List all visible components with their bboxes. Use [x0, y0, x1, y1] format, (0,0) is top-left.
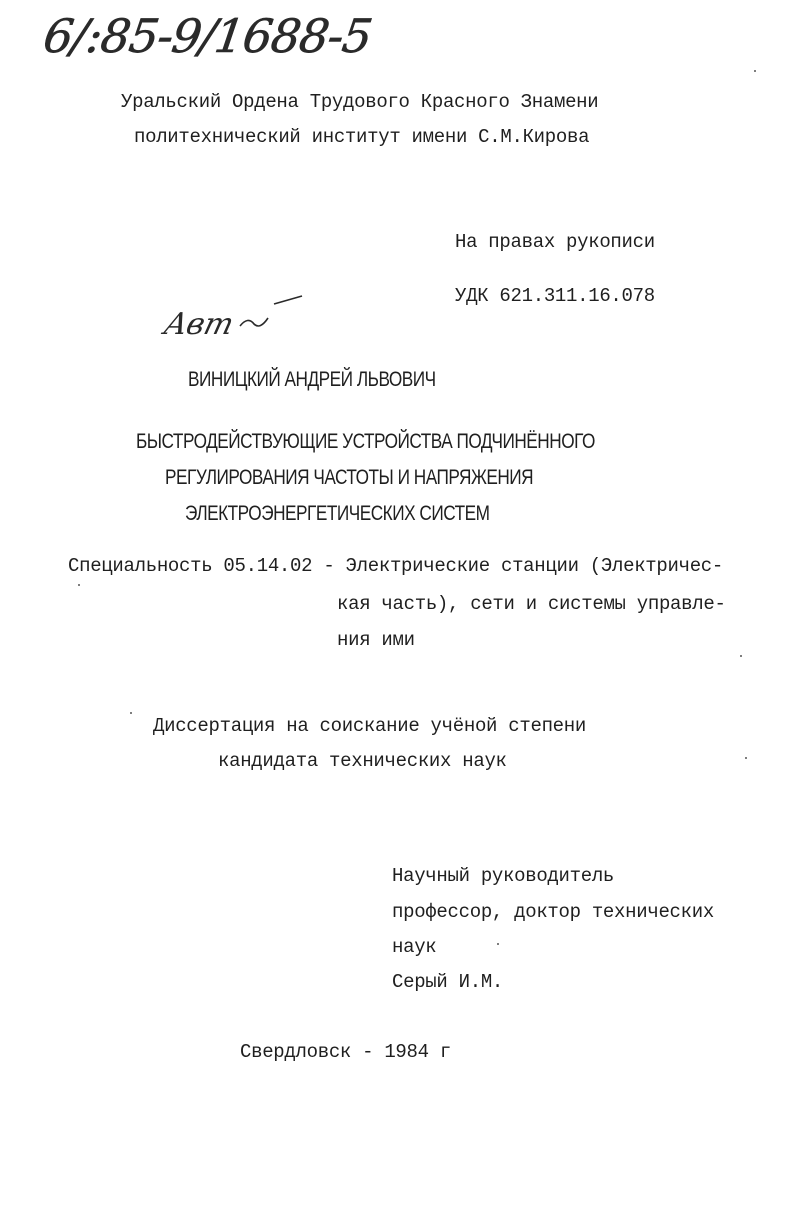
- title-line-2: РЕГУЛИРОВАНИЯ ЧАСТОТЫ И НАПРЯЖЕНИЯ: [165, 466, 534, 489]
- supervisor-line-3: наук: [392, 936, 437, 958]
- scan-speck: [78, 584, 80, 586]
- supervisor-line-2: профессор, доктор технических: [392, 901, 714, 923]
- specialty-line-1: Специальность 05.14.02 - Электрические станции (Электричес-: [68, 555, 724, 577]
- supervisor-line-1: Научный руководитель: [392, 865, 615, 887]
- scan-speck: [497, 943, 499, 945]
- udc-code: УДК 621.311.16.078: [455, 285, 655, 307]
- dissertation-line-2: кандидата технических наук: [218, 750, 507, 772]
- rights-note: На правах рукописи: [455, 231, 655, 253]
- scan-speck: [740, 655, 742, 657]
- specialty-line-3: ния ими: [337, 629, 415, 651]
- scan-speck: [745, 757, 747, 759]
- scan-speck: [754, 70, 756, 72]
- institution-line-1: Уральский Ордена Трудового Красного Знамени: [121, 91, 599, 113]
- archive-number-text: 6/:85-9/1688-5: [40, 9, 375, 63]
- specialty-line-2: кая часть), сети и системы управле-: [337, 593, 726, 615]
- place-and-year: Свердловск - 1984 г: [240, 1041, 451, 1063]
- dissertation-line-1: Диссертация на соискание учёной степени: [153, 715, 586, 737]
- archive-number-handwritten: [40, 8, 444, 64]
- title-line-1: БЫСТРОДЕЙСТВУЮЩИЕ УСТРОЙСТВА ПОДЧИНЁННОГО: [136, 430, 595, 453]
- scan-speck: [130, 712, 132, 714]
- title-line-3: ЭЛЕКТРОЭНЕРГЕТИЧЕСКИХ СИСТЕМ: [185, 502, 490, 525]
- author-signature: [161, 290, 310, 346]
- signature-text: Aвт: [161, 307, 238, 342]
- author-name: ВИНИЦКИЙ АНДРЕЙ ЛЬВОВИЧ: [188, 368, 436, 391]
- supervisor-line-4: Серый И.М.: [392, 971, 504, 993]
- institution-line-2: политехнический институт имени С.М.Кирова: [134, 126, 590, 148]
